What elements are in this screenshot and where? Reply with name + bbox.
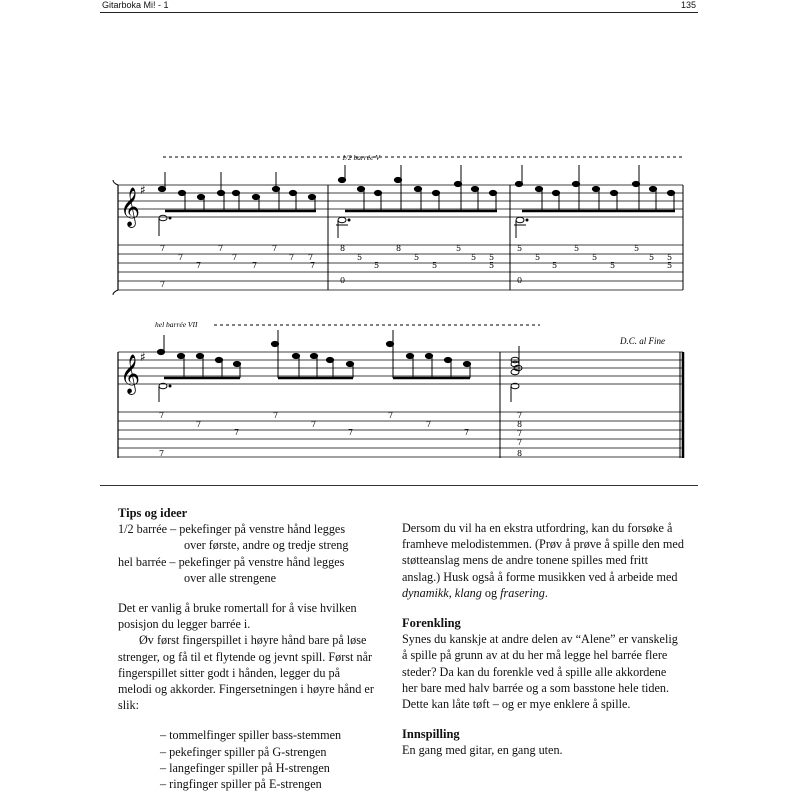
key-signature-sharp-2: ♯ [140,350,146,364]
svg-text:5: 5 [667,261,673,270]
svg-text:7: 7 [426,420,432,429]
svg-text:7: 7 [196,420,202,429]
def-half-barre-cont: over første, andre og tredje streng [184,538,349,553]
svg-text:5: 5 [432,261,438,270]
innspilling-text: En gang med gitar, en gang uten. [402,743,563,758]
system-2 [118,320,683,458]
svg-text:7: 7 [517,411,523,420]
svg-text:5: 5 [456,244,462,253]
page-number: 135 [680,0,696,10]
svg-text:7: 7 [310,261,316,270]
innspilling-heading: Innspilling [402,727,460,742]
dc-al-fine: D.C. al Fine [620,336,665,346]
key-signature-sharp: ♯ [140,183,146,197]
svg-text:8: 8 [517,449,523,458]
svg-text:7: 7 [273,411,279,420]
system-1 [113,153,683,295]
list-item: – ringfinger spiller på E-strengen [160,777,322,792]
treble-clef-2: 𝄞 [120,354,141,394]
svg-text:7: 7 [196,261,202,270]
list-item: – langefinger spiller på H-strengen [160,760,330,775]
measure-1-notes [158,172,316,236]
tips-heading: Tips og ideer [118,506,188,520]
treble-clef: 𝄞 [120,187,141,227]
svg-text:7: 7 [159,449,165,458]
svg-text:5: 5 [667,253,673,262]
svg-text:5: 5 [610,261,616,270]
svg-text:7: 7 [178,253,184,262]
svg-text:7: 7 [232,253,238,262]
svg-text:5: 5 [489,253,495,262]
tab-numbers-1 [160,244,672,289]
svg-text:5: 5 [374,261,380,270]
list-item: – pekefinger spiller på G-strengen [160,744,327,759]
measure-4-notes [157,330,470,402]
barre-label-2: hel barrée VII [155,320,198,329]
svg-text:7: 7 [160,280,166,289]
final-chord [511,346,522,402]
barre-label: 1/2 barrée V [342,153,380,162]
forenkling-text: Synes du kanskje at andre delen av “Alene” er vanskelig å spille på grunn av at du her må legge hel barrée flere steder? Da kan du forenkle ved å spille alle akkordene her bare med halv barrée og a som basstone hele tiden. Dette kan låte tøft – og er mye enklere å spille. [402,632,678,712]
svg-text:5: 5 [535,253,541,262]
svg-text:5: 5 [471,253,477,262]
svg-text:7: 7 [160,244,166,253]
svg-text:7: 7 [218,244,224,253]
svg-text:5: 5 [414,253,420,262]
right-column [402,520,684,759]
def-full-barre: hel barrée – pekefinger på venstre hånd legges [118,554,345,569]
svg-text:8: 8 [517,420,523,429]
svg-text:5: 5 [489,261,495,270]
paragraph-fingering: Øv først fingerspillet i høyre hånd bare på løse strenger, og få til et flytende og jevnt spill. Først når fingerspillet sitter godt i hånden, legger du på melodi og akkorder. Fingersetningen i høyre hånd er slik: [118,633,374,713]
list-item: – tommelfinger spiller bass-stemmen [160,728,342,743]
svg-text:7: 7 [272,244,278,253]
tab-numbers-2 [159,411,522,458]
svg-text:8: 8 [396,244,402,253]
svg-text:7: 7 [311,420,317,429]
def-full-barre-cont: over alle strengene [184,570,277,585]
tips-column [118,505,376,792]
svg-text:0: 0 [340,276,346,285]
svg-text:5: 5 [634,244,640,253]
challenge-paragraph: Dersom du vil ha en ekstra utfordring, kan du forsøke å framheve melodistemmen. (Prøv å prøve å spille den med støtteanslag mens de andre tonene spilles med fritt anslag.) Husk også å forme musikken ved å arbeide med dynamikk, klang og frasering. [402,521,684,600]
measure-3-notes [514,165,675,238]
svg-text:0: 0 [517,276,523,285]
svg-text:5: 5 [517,244,523,253]
svg-text:5: 5 [552,261,558,270]
svg-text:7: 7 [517,429,523,438]
paragraph-roman-numerals: Det er vanlig å bruke romertall for å vise hvilken posisjon du legger barrée i. [118,601,357,632]
svg-text:7: 7 [517,438,523,447]
svg-text:7: 7 [252,261,258,270]
svg-text:7: 7 [464,428,470,437]
section-divider [100,485,698,486]
svg-text:7: 7 [234,428,240,437]
svg-text:8: 8 [340,244,346,253]
svg-text:7: 7 [289,253,295,262]
svg-text:7: 7 [159,411,165,420]
svg-text:7: 7 [308,253,314,262]
measure-2-notes [336,165,497,238]
tab-staff-2 [118,412,683,457]
svg-text:5: 5 [574,244,580,253]
svg-text:5: 5 [649,253,655,262]
forenkling-heading: Forenkling [402,616,461,631]
svg-text:7: 7 [388,411,394,420]
def-half-barre: 1/2 barrée – pekefinger på venstre hånd legges [118,522,346,537]
svg-text:5: 5 [592,253,598,262]
svg-text:5: 5 [357,253,363,262]
svg-text:7: 7 [348,428,354,437]
book-title: Gitarboka Mi! - 1 [102,0,169,10]
